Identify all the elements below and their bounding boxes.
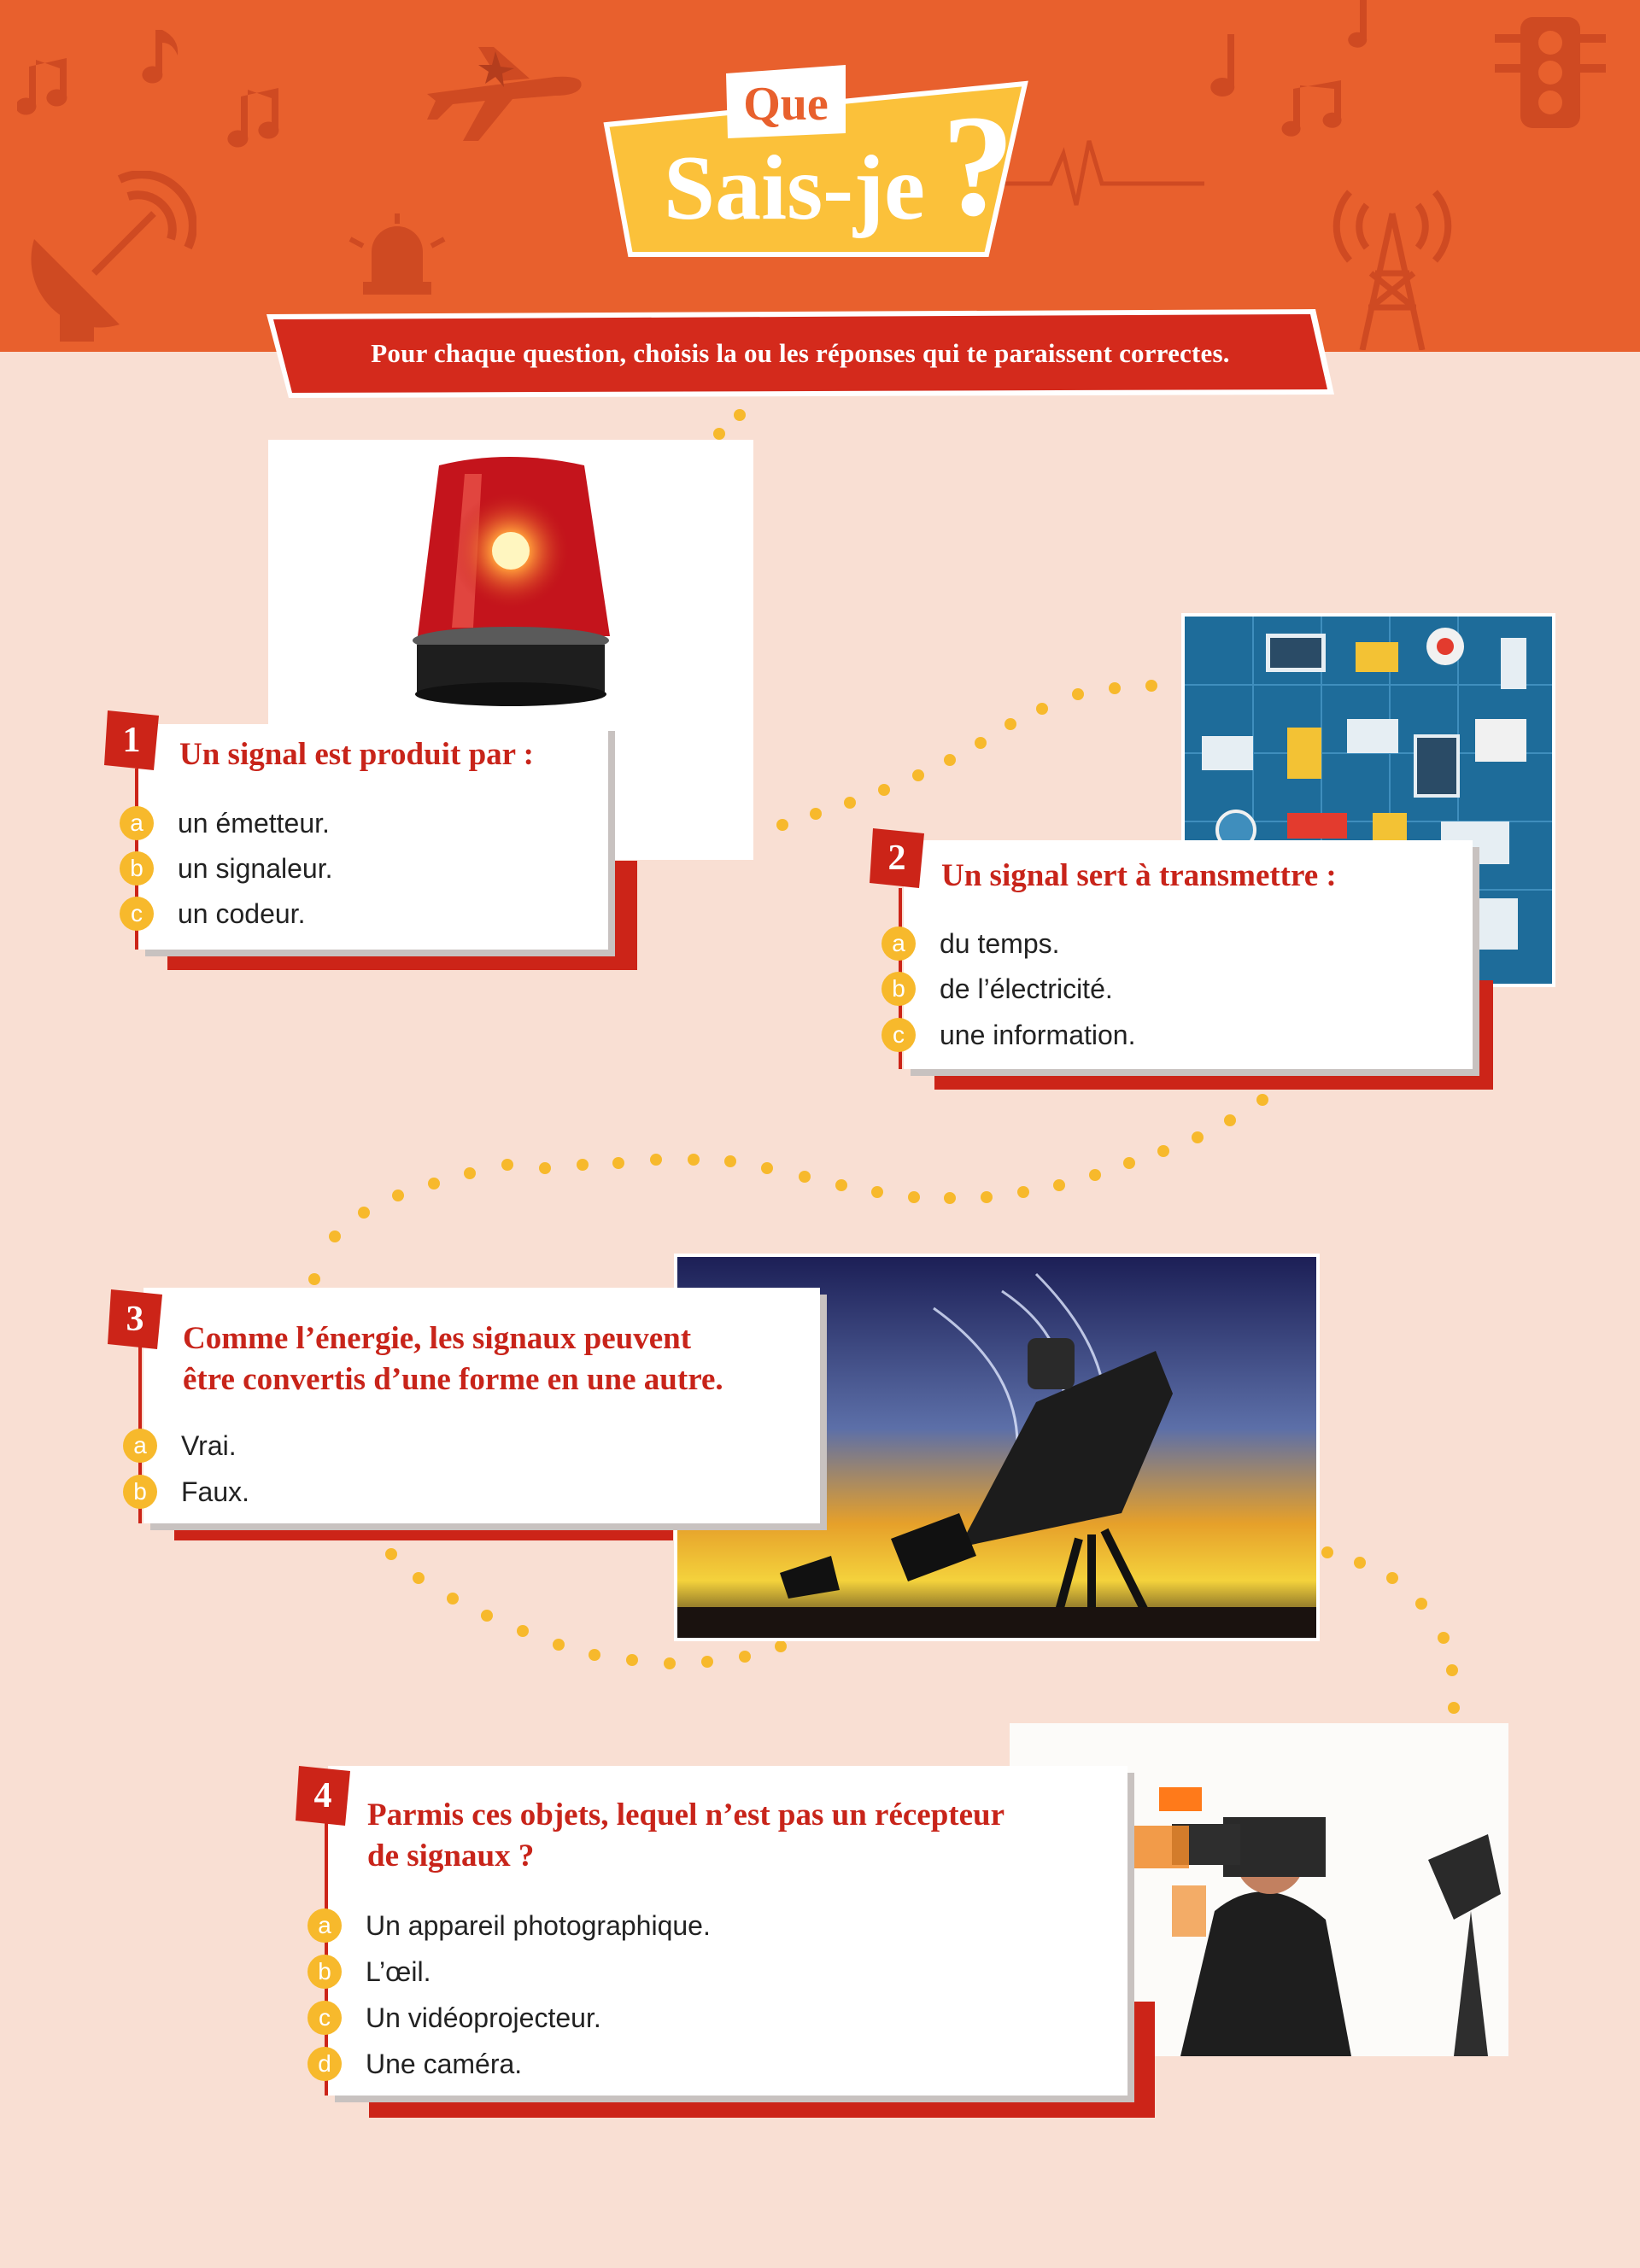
answer-option[interactable] [123,1470,249,1513]
answer-option[interactable] [882,1014,1135,1056]
answer-letter-badge: b [308,1955,342,1989]
satellite-dish-icon [26,171,196,350]
answer-text: un signaleur. [178,852,333,884]
answer-option[interactable] [308,1950,430,1993]
music-note-icon [17,51,77,128]
radio-tower-icon [1315,179,1469,350]
answer-letter-badge: b [120,851,154,886]
answer-option[interactable] [882,922,1060,965]
answer-text: L’œil. [366,1955,431,1987]
instruction-banner [266,309,1334,398]
question-4-title-line2: de signaux ? [367,1838,535,1873]
question-number: 3 [126,1300,144,1339]
answer-text: un émetteur. [178,807,330,839]
answer-option[interactable] [120,892,305,935]
question-3-title-line2: être convertis d’une forme en une autre. [183,1362,723,1397]
answer-letter-badge: a [308,1909,342,1943]
music-note-icon [1341,0,1392,60]
answer-letter-badge: b [123,1475,157,1509]
answer-letter-badge: d [308,2047,342,2081]
music-note-icon [222,81,290,158]
answer-letter-badge: c [882,1018,916,1052]
answer-option[interactable] [308,1996,601,2039]
question-3-title-line1: Comme l’énergie, les signaux peuvent [183,1321,692,1356]
logo-question-mark: ? [941,85,1015,246]
answer-letter-badge: a [123,1429,157,1463]
answer-text: un codeur. [178,897,306,929]
answer-letter-badge: a [882,926,916,961]
answer-option[interactable] [308,2043,522,2085]
music-note-icon [1281,77,1358,145]
logo-sais-je: Sais-je [664,137,925,239]
answer-text: une information. [940,1019,1136,1050]
question-4-title-line1: Parmis ces objets, lequel n’est pas un récepteur [367,1797,1005,1833]
answer-letter-badge: c [308,2001,342,2035]
answer-letter-badge: b [882,972,916,1006]
question-2-title: Un signal sert à transmettre : [941,858,1337,893]
answer-letter-badge: a [120,806,154,840]
answer-text: du temps. [940,927,1060,959]
answer-option[interactable] [882,967,1113,1010]
traffic-light-icon [1491,13,1610,132]
airplane-icon [419,34,589,145]
question-number: 2 [887,839,906,878]
answer-option[interactable] [308,1904,711,1947]
music-note-icon [1204,26,1256,111]
answer-option[interactable] [120,847,332,890]
logo-que: Que [743,78,829,131]
question-1-title: Un signal est produit par : [179,737,534,772]
que-sais-je-logo [598,65,1042,270]
question-number: 4 [313,1776,332,1815]
instruction-text: Pour chaque question, choisis la ou les réponses qui te paraissent correctes. [371,338,1230,368]
answer-text: Un appareil photographique. [366,1909,711,1941]
answer-text: Un vidéoprojecteur. [366,2002,601,2033]
question-number: 1 [122,721,141,760]
answer-text: Une caméra. [366,2048,523,2079]
answer-option[interactable] [120,802,330,845]
answer-option[interactable] [123,1424,237,1467]
answer-text: Faux. [181,1476,250,1507]
answer-letter-badge: c [120,897,154,931]
siren-icon [342,213,453,299]
answer-text: de l’électricité. [940,973,1113,1004]
music-note-icon [137,26,188,94]
answer-text: Vrai. [181,1429,237,1461]
